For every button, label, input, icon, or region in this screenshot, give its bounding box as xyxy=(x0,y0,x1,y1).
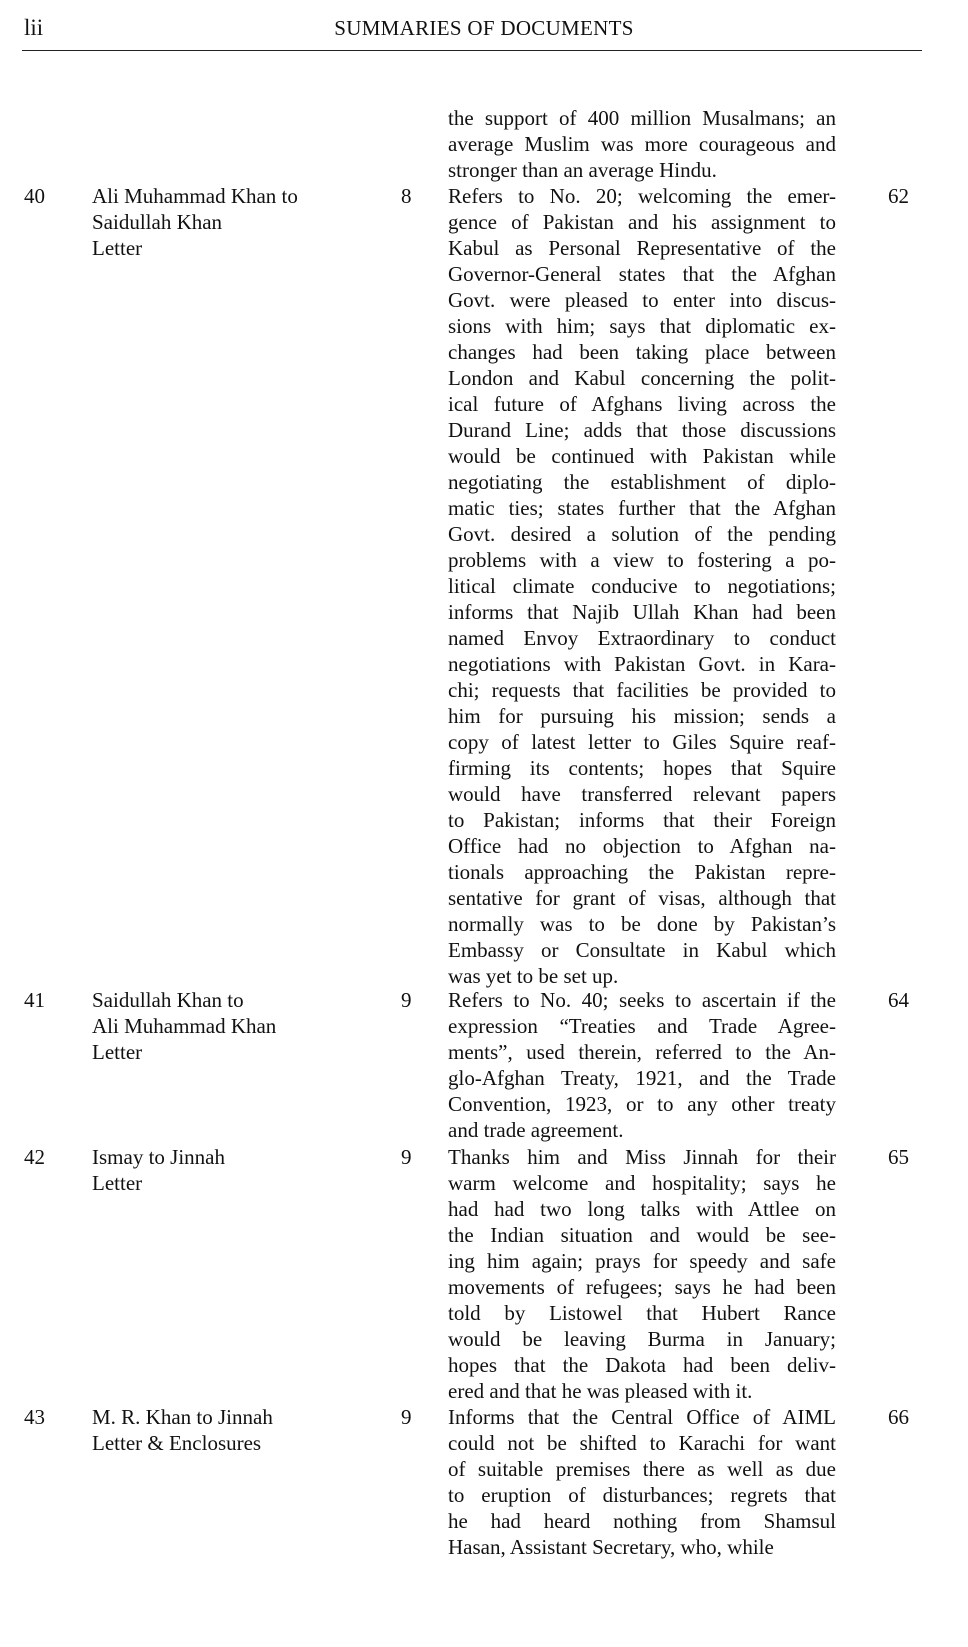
summary-line: sentative for grant of visas, although that xyxy=(448,886,836,910)
header-rule xyxy=(22,50,922,51)
summary-line: copy of latest letter to Giles Squire reaf- xyxy=(448,730,836,754)
summary-line: Governor-General states that the Afghan xyxy=(448,262,836,286)
summary-line: Informs that the Central Office of AIML xyxy=(448,1405,836,1429)
page-folio: lii xyxy=(24,15,44,40)
entry-date: 9 xyxy=(401,1405,412,1429)
summary-line: named Envoy Extraordinary to conduct xyxy=(448,626,836,650)
parties-line: Ali Muhammad Khan to xyxy=(92,184,298,208)
summary-line: hopes that the Dakota had been deliv- xyxy=(448,1353,836,1377)
continued-summary xyxy=(448,105,836,183)
summary-line: to eruption of disturbances; regrets that xyxy=(448,1483,836,1507)
summary-line: Embassy or Consultate in Kabul which xyxy=(448,938,836,962)
parties-line: M. R. Khan to Jinnah xyxy=(92,1405,273,1429)
running-title: SUMMARIES OF DOCUMENTS xyxy=(334,16,634,40)
page-header xyxy=(0,0,968,60)
summary-line: the support of 400 million Musalmans; an xyxy=(448,106,836,130)
entry-summary xyxy=(448,183,836,989)
summary-line: gence of Pakistan and his assignment to xyxy=(448,210,836,234)
summary-line: glo-Afghan Treaty, 1921, and the Trade xyxy=(448,1066,836,1090)
summary-line: Convention, 1923, or to any other treaty xyxy=(448,1092,836,1116)
summary-line: chi; requests that facilities be provided to xyxy=(448,678,836,702)
summary-line: Hasan, Assistant Secretary, who, while xyxy=(448,1535,774,1559)
summary-line: Refers to No. 20; welcoming the emer- xyxy=(448,184,836,208)
summary-line: had had two long talks with Attlee on xyxy=(448,1197,836,1221)
summary-line: ered and that he was pleased with it. xyxy=(448,1379,753,1403)
summary-line: Office had no objection to Afghan na- xyxy=(448,834,836,858)
entry-number: 40 xyxy=(24,184,45,208)
entry-number: 43 xyxy=(24,1405,45,1429)
summary-line: sions with him; says that diplomatic ex- xyxy=(448,314,836,338)
summary-line: tionals approaching the Pakistan repre- xyxy=(448,860,836,884)
summary-line: changes had been taking place between xyxy=(448,340,836,364)
entry-parties xyxy=(92,1144,392,1196)
summary-line: would have transferred relevant papers xyxy=(448,782,836,806)
summary-line: Thanks him and Miss Jinnah for their xyxy=(448,1145,836,1169)
entry-date: 9 xyxy=(401,1145,412,1169)
parties-line: Saidullah Khan to xyxy=(92,988,244,1012)
entry-summary xyxy=(448,1404,836,1560)
summary-line: could not be shifted to Karachi for want xyxy=(448,1431,836,1455)
summary-line: movements of refugees; says he had been xyxy=(448,1275,836,1299)
entry-page-number: 62 xyxy=(888,184,909,208)
entry-page-number: 64 xyxy=(888,988,909,1012)
parties-line: Saidullah Khan xyxy=(92,210,223,234)
summary-line: told by Listowel that Hubert Rance xyxy=(448,1301,836,1325)
summary-line: ing him again; prays for speedy and safe xyxy=(448,1249,836,1273)
entry-page-number: 65 xyxy=(888,1145,909,1169)
summary-line: ments”, used therein, referred to the An- xyxy=(448,1040,836,1064)
entry-summary xyxy=(448,987,836,1143)
entry-date: 8 xyxy=(401,184,412,208)
entry-number: 41 xyxy=(24,988,45,1012)
entry-page-number: 66 xyxy=(888,1405,909,1429)
summary-line: Kabul as Personal Representative of the xyxy=(448,236,836,260)
entry-number: 42 xyxy=(24,1145,45,1169)
document-type: Letter xyxy=(92,1040,143,1064)
summary-line: Refers to No. 40; seeks to ascertain if the xyxy=(448,988,836,1012)
summary-line: litical climate conducive to negotiations; xyxy=(448,574,836,598)
summary-line: he had heard nothing from Shamsul xyxy=(448,1509,836,1533)
summary-line: warm welcome and hospitality; says he xyxy=(448,1171,836,1195)
entry-parties xyxy=(92,183,392,261)
summary-line: problems with a view to fostering a po- xyxy=(448,548,836,572)
summary-line: average Muslim was more courageous and xyxy=(448,132,836,156)
summary-line: Govt. were pleased to enter into discus- xyxy=(448,288,836,312)
document-type: Letter & Enclosures xyxy=(92,1431,262,1455)
summary-line: negotiating the establishment of diplo- xyxy=(448,470,836,494)
summary-line: London and Kabul concerning the polit- xyxy=(448,366,836,390)
summary-line: normally was to be done by Pakistan’s xyxy=(448,912,836,936)
summary-line: and trade agreement. xyxy=(448,1118,624,1142)
entry-date: 9 xyxy=(401,988,412,1012)
summary-line: to Pakistan; informs that their Foreign xyxy=(448,808,836,832)
entry-parties xyxy=(92,987,392,1065)
summary-line: stronger than an average Hindu. xyxy=(448,158,717,182)
parties-line: Ismay to Jinnah xyxy=(92,1145,225,1169)
summary-line: was yet to be set up. xyxy=(448,964,619,988)
summary-line: Durand Line; adds that those discussions xyxy=(448,418,836,442)
summary-line: ical future of Afghans living across the xyxy=(448,392,836,416)
document-type: Letter xyxy=(92,236,143,260)
summary-line: him for pursuing his mission; sends a xyxy=(448,704,836,728)
summary-line: negotiations with Pakistan Govt. in Kara- xyxy=(448,652,836,676)
summary-line: expression “Treaties and Trade Agree- xyxy=(448,1014,836,1038)
summary-line: of suitable premises there as well as due xyxy=(448,1457,836,1481)
summary-line: would be continued with Pakistan while xyxy=(448,444,836,468)
document-type: Letter xyxy=(92,1171,143,1195)
summary-line: the Indian situation and would be see- xyxy=(448,1223,836,1247)
summary-line: matic ties; states further that the Afghan xyxy=(448,496,836,520)
entry-parties xyxy=(92,1404,392,1456)
summary-line: informs that Najib Ullah Khan had been xyxy=(448,600,836,624)
summary-line: firming its contents; hopes that Squire xyxy=(448,756,836,780)
parties-line: Ali Muhammad Khan xyxy=(92,1014,277,1038)
summary-line: Govt. desired a solution of the pending xyxy=(448,522,836,546)
entry-summary xyxy=(448,1144,836,1404)
summary-line: would be leaving Burma in January; xyxy=(448,1327,836,1351)
